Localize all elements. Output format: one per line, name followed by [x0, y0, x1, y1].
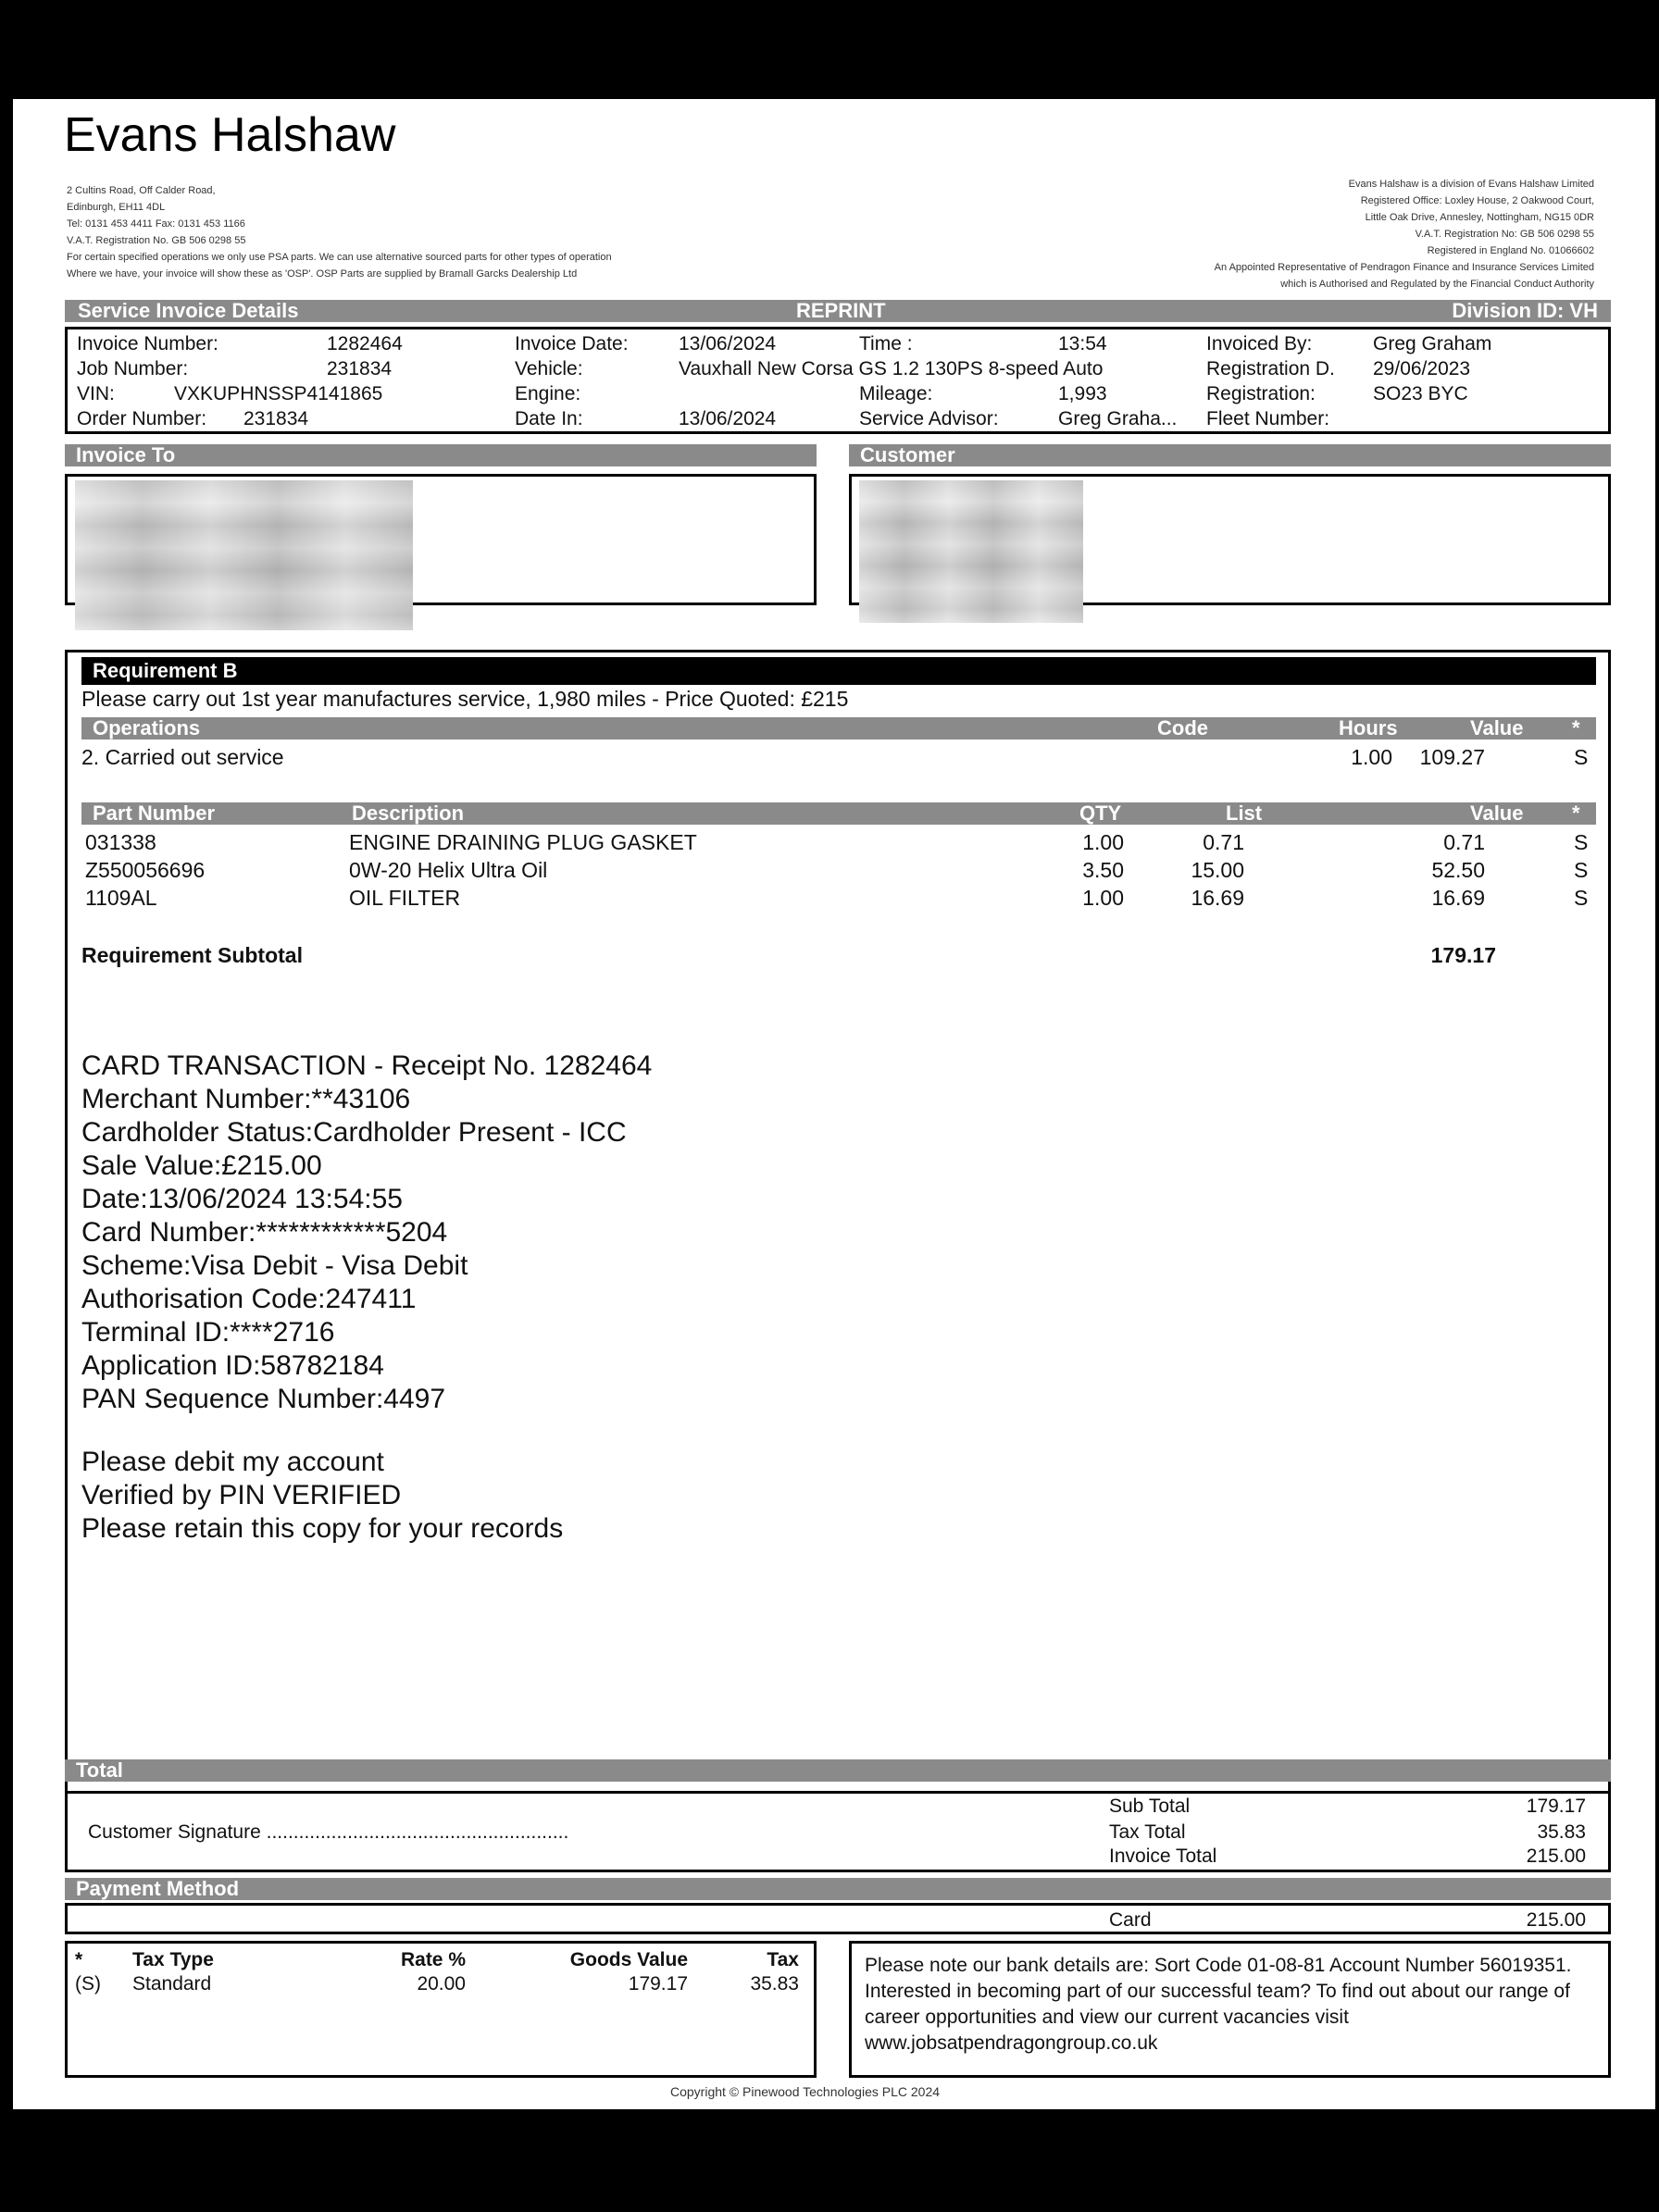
invoice-number: 1282464 [327, 333, 403, 354]
part-qty: 3.50 [1082, 858, 1124, 882]
total-title: Total [76, 1758, 123, 1782]
tax-code: (S) [75, 1973, 101, 1995]
registration-value: SO23 BYC [1373, 383, 1468, 404]
mileage-value: 1,993 [1058, 383, 1107, 404]
invoice-date: 13/06/2024 [679, 333, 777, 354]
operation-hours: 1.00 [1351, 745, 1392, 769]
invoice-total-label: Invoice Total [1109, 1845, 1217, 1867]
registration-label: Registration: [1206, 383, 1316, 404]
part-description: 0W-20 Helix Ultra Oil [349, 858, 548, 882]
parts-header [81, 802, 1596, 825]
order-number: 231834 [243, 408, 309, 429]
card-line: Terminal ID:****2716 [81, 1317, 335, 1348]
qty-col: QTY [1079, 802, 1122, 825]
service-advisor: Greg Graha... [1058, 408, 1178, 429]
customer-box [849, 474, 1611, 605]
customer-bar [849, 444, 1611, 466]
fleet-number-label: Fleet Number: [1206, 408, 1330, 429]
card-footer-line: Verified by PIN VERIFIED [81, 1480, 402, 1510]
value-col: Value [1470, 716, 1524, 739]
address-line: For certain specified operations we only use PSA parts. We can use alternative sourced parts for other types of operation [67, 252, 612, 263]
operations-header [81, 717, 1596, 739]
requirement-description: Please carry out 1st year manufactures service, 1,980 miles - Price Quoted: £215 [81, 687, 849, 711]
mileage-label: Mileage: [859, 383, 933, 404]
card-transaction [81, 1050, 652, 1546]
address-line: Tel: 0131 453 4411 Fax: 0131 453 1166 [67, 218, 245, 230]
flag-col: * [1572, 716, 1580, 739]
requirement-subtotal: 179.17 [1430, 943, 1496, 967]
part-number: Z550056696 [85, 858, 206, 882]
invoiced-by-label: Invoiced By: [1206, 333, 1313, 354]
part-number-col: Part Number [93, 802, 216, 825]
signature-line: ........................................................ [266, 1821, 569, 1843]
tax-total: 35.83 [1537, 1821, 1586, 1843]
tax-type: Standard [132, 1973, 212, 1995]
part-flag: S [1574, 830, 1589, 854]
dealer-address [67, 182, 612, 282]
part-value: 0.71 [1443, 830, 1485, 854]
copyright: Copyright © Pinewood Technologies PLC 2024 [670, 2084, 941, 2099]
address-line: Where we have, your invoice will show these as 'OSP'. OSP Parts are supplied by Bramall Garcks Dealership Ltd [67, 268, 578, 280]
time-value: 13:54 [1058, 333, 1107, 354]
rate-header: Rate % [400, 1949, 466, 1970]
card-line: Card Number:************5204 [81, 1217, 448, 1248]
reprint-label: REPRINT [796, 299, 886, 322]
payment-method: Card [1109, 1909, 1152, 1931]
payment-amount: 215.00 [1526, 1909, 1586, 1931]
legal-line: Evans Halshaw is a division of Evans Halshaw Limited [1348, 179, 1594, 190]
sub-total-label: Sub Total [1109, 1796, 1191, 1817]
card-line: Application ID:58782184 [81, 1350, 384, 1381]
operation-description: 2. Carried out service [81, 745, 284, 769]
card-line: PAN Sequence Number:4497 [81, 1384, 446, 1414]
part-qty: 1.00 [1082, 886, 1124, 910]
customer-signature [88, 1820, 568, 1845]
card-line: Date:13/06/2024 13:54:55 [81, 1184, 403, 1214]
part-value: 52.50 [1431, 858, 1485, 882]
payment-method-bar [65, 1878, 1611, 1900]
invoice-to-box [65, 474, 817, 605]
legal-line: V.A.T. Registration No: GB 506 0298 55 [1415, 229, 1594, 240]
date-in: 13/06/2024 [679, 408, 777, 429]
details-box [65, 327, 1611, 434]
invoice-total: 215.00 [1526, 1845, 1586, 1867]
tax-rate: 20.00 [417, 1973, 466, 1995]
card-line: Cardholder Status:Cardholder Present - ICC [81, 1117, 627, 1148]
tax-type-header: Tax Type [132, 1949, 214, 1970]
brand-name: Evans Halshaw [64, 108, 396, 162]
operation-value: 109.27 [1419, 745, 1485, 769]
customer-title: Customer [860, 443, 955, 466]
legal-line: Registered Office: Loxley House, 2 Oakwood Court, [1360, 195, 1594, 206]
total-box [65, 1791, 1611, 1872]
invoice-date-label: Invoice Date: [515, 333, 629, 354]
card-line: CARD TRANSACTION - Receipt No. 1282464 [81, 1050, 653, 1081]
legal-info [1215, 176, 1594, 292]
registration-date: 29/06/2023 [1373, 358, 1471, 379]
invoice-page [13, 99, 1655, 2109]
service-advisor-label: Service Advisor: [859, 408, 999, 429]
payment-method-box [65, 1903, 1611, 1934]
tax-star-header: * [75, 1949, 83, 1970]
card-footer-line: Please debit my account [81, 1447, 384, 1477]
part-number: 1109AL [85, 886, 157, 910]
part-flag: S [1574, 886, 1589, 910]
card-footer-line: Please retain this copy for your records [81, 1513, 564, 1544]
part-list: 0.71 [1203, 830, 1244, 854]
legal-line: An Appointed Representative of Pendragon Finance and Insurance Services Limited [1214, 262, 1594, 273]
date-in-label: Date In: [515, 408, 583, 429]
engine-label: Engine: [515, 383, 581, 404]
part-number: 031338 [85, 830, 156, 854]
job-number: 231834 [327, 358, 393, 379]
card-line: Sale Value:£215.00 [81, 1150, 322, 1181]
card-line: Merchant Number:**43106 [81, 1084, 411, 1114]
tax-total-label: Tax Total [1109, 1821, 1186, 1843]
part-list: 15.00 [1191, 858, 1244, 882]
invoice-to-bar [65, 444, 817, 466]
legal-line: Little Oak Drive, Annesley, Nottingham, NG15 0DR [1365, 212, 1594, 223]
tax-header: Tax [767, 1949, 799, 1970]
legal-line: which is Authorised and Regulated by the Financial Conduct Authority [1280, 279, 1594, 290]
list-col: List [1226, 802, 1263, 825]
total-bar [65, 1759, 1611, 1782]
part-description: ENGINE DRAINING PLUG GASKET [349, 830, 697, 854]
redacted-customer [859, 480, 1083, 623]
invoice-to-title: Invoice To [76, 443, 176, 466]
goods-value-header: Goods Value [569, 1949, 688, 1970]
details-bar [65, 300, 1611, 322]
details-bar-title: Service Invoice Details [78, 299, 299, 322]
signature-label: Customer Signature [88, 1821, 261, 1843]
address-line: 2 Cultins Road, Off Calder Road, [67, 185, 216, 196]
vin-label: VIN: [77, 383, 115, 404]
division-id: Division ID: VH [1452, 299, 1598, 322]
requirement-bar [81, 657, 1596, 685]
value-col: Value [1470, 802, 1524, 825]
part-description: OIL FILTER [349, 886, 461, 910]
sub-total: 179.17 [1526, 1796, 1586, 1817]
description-col: Description [352, 802, 465, 825]
requirement-title: Requirement B [93, 659, 238, 682]
part-flag: S [1574, 858, 1589, 882]
part-list: 16.69 [1191, 886, 1244, 910]
address-line: V.A.T. Registration No. GB 506 0298 55 [67, 235, 246, 246]
hours-col: Hours [1339, 716, 1398, 739]
invoiced-by: Greg Graham [1373, 333, 1492, 354]
code-col: Code [1157, 716, 1208, 739]
card-line: Scheme:Visa Debit - Visa Debit [81, 1250, 468, 1281]
payment-method-title: Payment Method [76, 1877, 240, 1900]
vehicle-label: Vehicle: [515, 358, 583, 379]
flag-col: * [1572, 802, 1580, 825]
part-qty: 1.00 [1082, 830, 1124, 854]
redacted-address [75, 480, 413, 630]
requirement-subtotal-label: Requirement Subtotal [81, 943, 303, 967]
order-number-label: Order Number: [77, 408, 207, 429]
vin-value: VXKUPHNSSP4141865 [174, 383, 383, 404]
legal-line: Registered in England No. 01066602 [1427, 245, 1594, 256]
vehicle-value: Vauxhall New Corsa GS 1.2 130PS 8-speed Auto [679, 358, 1104, 379]
part-value: 16.69 [1431, 886, 1485, 910]
operation-flag: S [1574, 745, 1589, 769]
tax-amount: 35.83 [750, 1973, 799, 1995]
card-line: Authorisation Code:247411 [81, 1284, 417, 1314]
registration-date-label: Registration D. [1206, 358, 1335, 379]
address-line: Edinburgh, EH11 4DL [67, 202, 166, 213]
tax-table [65, 1941, 817, 2078]
time-label: Time : [859, 333, 913, 354]
invoice-number-label: Invoice Number: [77, 333, 218, 354]
operations-col: Operations [93, 716, 201, 739]
goods-value: 179.17 [628, 1973, 688, 1995]
bank-note: Please note our bank details are: Sort Code 01-08-81 Account Number 56019351. Interested in becoming part of our successful team? To find out about our range of career opportunities and view our current vacancies visit www.jobsatpendragongroup.co.uk [849, 1941, 1611, 2078]
job-number-label: Job Number: [77, 358, 189, 379]
